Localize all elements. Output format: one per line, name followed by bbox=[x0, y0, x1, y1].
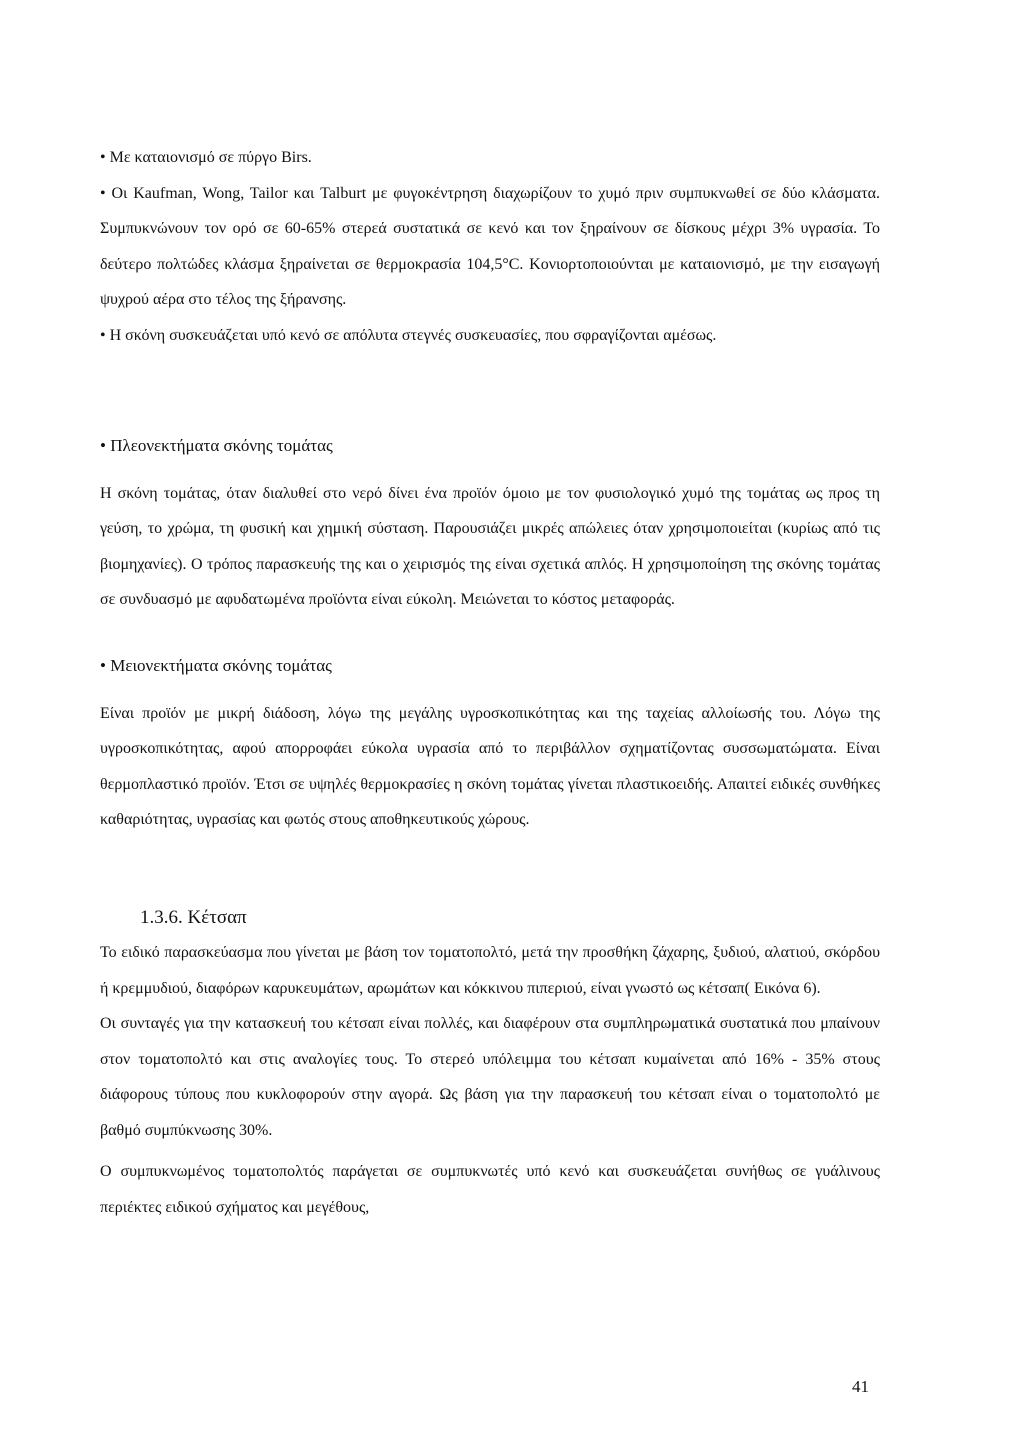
bullet-item: • Οι Kaufman, Wong, Tailor και Talburt με φυγοκέντρηση διαχωρίζουν το χυμό πριν συμπυκνωθεί σε δύο κλάσματα. Συμπυκνώνουν τον ορό σε 60-65% στερεά συστατικά σε κενό και τον ξηραίνουν σε δίσκους μέχρι 3% υγρασία. Το δεύτερο πολτώδες κλάσμα ξηραίνεται σε θερμοκρασία 104,5°C. Κονιορτοποιούνται με καταιονισμό, με την εισαγωγή ψυχρού αέρα στο τέλος της ξήρανσης. bbox=[100, 176, 880, 318]
advantages-section bbox=[100, 428, 880, 618]
advantages-heading: • Πλεονεκτήματα σκόνης τομάτας bbox=[100, 428, 880, 464]
disadvantages-heading: • Μειονεκτήματα σκόνης τομάτας bbox=[100, 648, 880, 684]
bullet-item: • Με καταιονισμό σε πύργο Birs. bbox=[100, 140, 880, 176]
paragraph: Ο συμπυκνωμένος τοματοπολτός παράγεται σε συμπυκνωτές υπό κενό και συσκευάζεται συνήθως σε γυάλινους περιέκτες ειδικού σχήματος και μεγέθους, bbox=[100, 1163, 880, 1216]
page-number: 41 bbox=[852, 1377, 869, 1396]
bullet-list-top bbox=[100, 140, 880, 353]
paragraph: Το ειδικό παρασκεύασμα που γίνεται με βάση τον τοματοπολτό, μετά την προσθήκη ζάχαρης, ξυδιού, αλατιού, σκόρδου ή κρεμμυδιού, διαφόρων καρυκευμάτων, αρωμάτων και κόκκινου πιπεριού, είναι γνωστό ως κέτσαπ( Εικόνα 6). bbox=[100, 944, 880, 997]
advantages-text: Η σκόνη τομάτας, όταν διαλυθεί στο νερό δίνει ένα προϊόν όμοιο με τον φυσιολογικό χυμό της τομάτας ως προς τη γεύση, το χρώμα, τη φυσική και χημική σύσταση. Παρουσιάζει μικρές απώλειες όταν χρησιμοποιείται (κυρίως από τις βιομηχανίες). Ο τρόπος παρασκευής της και ο χειρισμός της είναι σχετικά απλός. Η χρησιμοποίηση της σκόνης τομάτας σε συνδυασμό με αφυδατωμένα προϊόντα είναι εύκολη. Μειώνεται το κόστος μεταφοράς. bbox=[100, 484, 880, 608]
disadvantages-text: Είναι προϊόν με μικρή διάδοση, λόγω της μεγάλης υγροσκοπικότητας και της ταχείας αλλοίωσής του. Λόγω της υγροσκοπικότητας, αφού απορροφάει εύκολα υγρασία από το περιβάλλον σχηματίζοντας συσσωματώματα. Είναι θερμοπλαστικό προϊόν. Έτσι σε υψηλές θερμοκρασίες η σκόνη τομάτας γίνεται πλαστικοειδής. Απαιτεί ειδικές συνθήκες καθαριότητας, υγρασίας και φωτός στους αποθηκευτικούς χώρους. bbox=[100, 704, 880, 828]
ketchup-section bbox=[100, 900, 880, 1225]
section-heading: 1.3.6. Κέτσαπ bbox=[140, 907, 247, 928]
disadvantages-section bbox=[100, 648, 880, 838]
paragraph: Οι συνταγές για την κατασκευή του κέτσαπ είναι πολλές, και διαφέρουν στα συμπληρωματικά συστατικά που μπαίνουν στον τοματοπολτό και στις αναλογίες τους. Το στερεό υπόλειμμα του κέτσαπ κυμαίνεται από 16% - 35% στους διάφορους τύπους που κυκλοφορούν στην αγορά. Ως βάση για την παρασκευή του κέτσαπ είναι ο τοματοπολτό με βαθμό συμπύκνωσης 30%. bbox=[100, 1015, 880, 1139]
bullet-item: • Η σκόνη συσκευάζεται υπό κενό σε απόλυτα στεγνές συσκευασίες, που σφραγίζονται αμέσως. bbox=[100, 318, 880, 354]
